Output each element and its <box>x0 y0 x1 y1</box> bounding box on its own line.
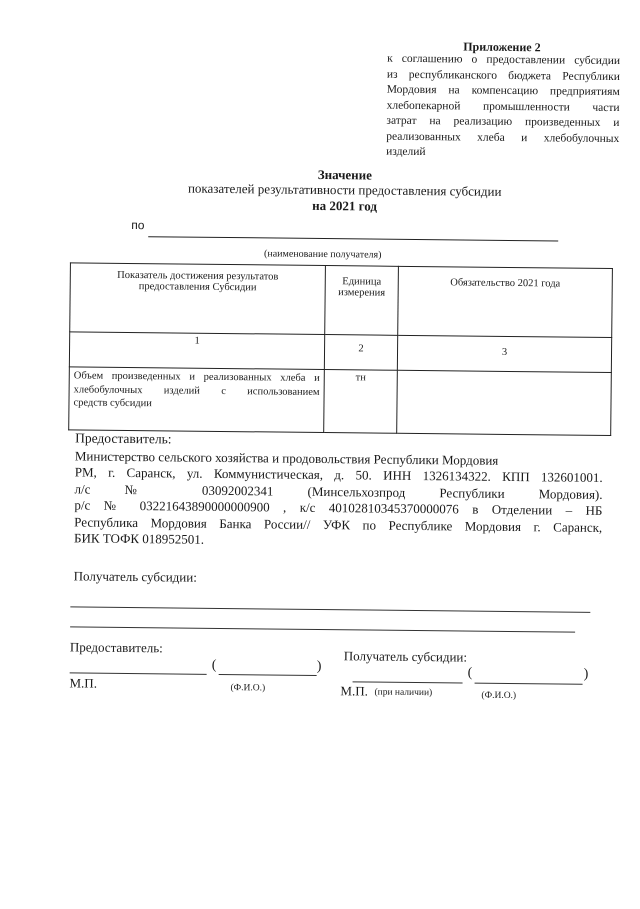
appendix-line: из республиканского бюджета Республики <box>386 68 620 83</box>
appendix-line: реализованных хлеба и хлебобулочных <box>386 130 620 145</box>
provider-fio-line <box>219 674 317 676</box>
recipient-signature-line <box>353 681 463 683</box>
recipient-fio-close: ) <box>583 666 589 682</box>
table-header-row <box>70 263 613 338</box>
provider-fio-open: ( <box>211 657 217 673</box>
table-row <box>69 367 612 436</box>
provider-label: Предоставитель: <box>75 430 172 447</box>
provider-fio-close: ) <box>316 658 322 675</box>
appendix-title: Приложение 2 <box>463 39 541 55</box>
recipient-fio-caption: (Ф.И.О.) <box>481 690 517 702</box>
column-number: 3 <box>397 335 611 372</box>
provider-line: БИК ТОФК 018952501. <box>73 530 205 547</box>
value-cell <box>397 370 612 435</box>
recipient-line <box>70 606 590 612</box>
appendix-line: затрат на реализацию произведенных и <box>386 114 620 130</box>
header-unit: Единица измерения <box>325 266 399 336</box>
recipient-label: Получатель субсидии: <box>73 568 197 585</box>
recipient-fio-open: ( <box>467 665 473 681</box>
recipient-signature-label: Получатель субсидии: <box>343 648 468 665</box>
provider-line: РМ, г. Саранск, ул. Коммунистическая, д. 50. ИНН 1326134322. КПП 132601001. <box>74 464 603 485</box>
recipient-stamp-note: (при наличии) <box>374 687 433 699</box>
unit-cell: тн <box>324 370 398 434</box>
indicator-cell: Объем произведенных и реализованных хлеба и хлебобулочных изделий с использованием средств субсидии <box>69 367 325 433</box>
recipient-prefix: по <box>131 218 145 233</box>
document-year: на 2021 год <box>312 197 378 214</box>
appendix-line: изделий <box>386 145 426 159</box>
appendix-text <box>386 52 620 163</box>
provider-line: л/с № 03092002341 (Минсельхозпрод Республики Мордовия). <box>74 480 603 502</box>
appendix-line: хлебопекарной промышленности части <box>386 99 620 114</box>
recipient-stamp: М.П. <box>340 683 369 699</box>
recipient-fio-line <box>475 683 583 685</box>
provider-signature-label: Предоставитель: <box>69 639 163 656</box>
provider-signature-line <box>70 672 207 674</box>
header-indicator: Показатель достижения результатов предоставления Субсидии <box>70 263 326 335</box>
column-number: 2 <box>324 335 397 371</box>
appendix-line: к соглашению о предоставлении субсидии <box>387 52 621 68</box>
document-title: Значение <box>317 166 373 183</box>
header-obligation: Обязательство 2021 года <box>398 266 613 337</box>
appendix-line: Мордовия на компенсацию предприятиям <box>386 83 620 99</box>
recipient-line <box>70 626 575 632</box>
column-number: 1 <box>69 332 324 370</box>
provider-line: Республика Мордовия Банка России// УФК по Республике Мордовия г. Саранск, <box>74 513 603 535</box>
provider-line: р/с № 03221643890000000900 , к/с 40102810345370000076 в Отделении – НБ <box>74 497 603 518</box>
indicators-table <box>68 262 613 436</box>
recipient-caption: (наименование получателя) <box>263 248 382 261</box>
provider-fio-caption: (Ф.И.О.) <box>230 683 266 694</box>
provider-details <box>74 430 603 552</box>
document-subtitle: показателей результативности предоставления субсидии <box>187 180 502 199</box>
table-number-row <box>69 332 611 373</box>
recipient-name-line <box>148 236 558 241</box>
provider-line: Министерство сельского хозяйства и продовольствия Республики Мордовия <box>74 447 499 468</box>
provider-stamp: М.П. <box>69 675 98 691</box>
